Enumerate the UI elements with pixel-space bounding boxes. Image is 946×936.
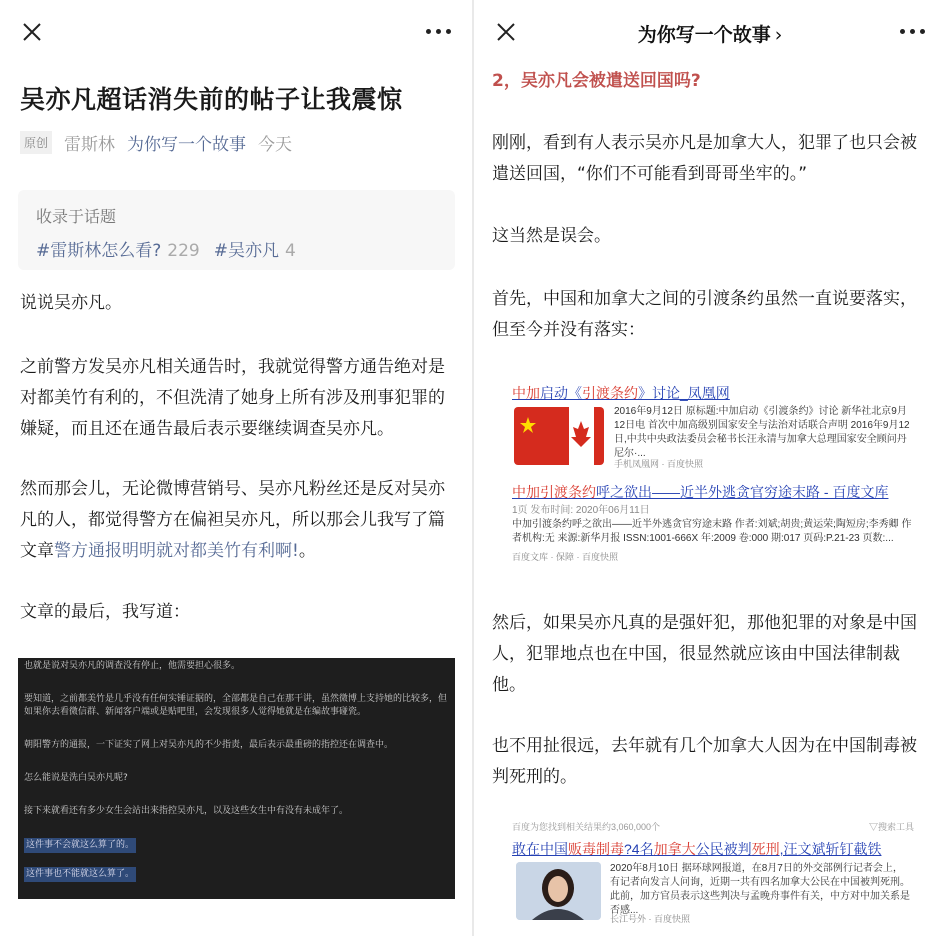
search-result-title[interactable] [512, 839, 914, 859]
quote-line: 接下来就看还有多少女生会站出来指控吴亦凡，以及这些女生中有没有未成年了。 [24, 806, 349, 816]
topic-heading: 收录于话题 [36, 207, 117, 226]
paragraph: 之前警方发吴亦凡相关通告时，我就觉得警方通告绝对是对都美竹有利的，不但洗清了她身上所有涉及刑事犯罪的嫌疑，而且还在通告最后表示要继续调查吴亦凡。 [20, 357, 445, 439]
account-link[interactable]: 为你写一个故事 [127, 135, 247, 155]
topic-tag-link[interactable]: #吴亦凡 [213, 241, 279, 261]
highlight-text: 引渡条约 [582, 385, 638, 401]
title-text: 》讨论_凤凰网 [638, 385, 730, 401]
search-result-snippet: 中加引渡条约呼之欲出——近半外逃贪官穷途末路 作者:刘斌;胡贵;黄运荣;陶短房;李秀卿 作者机构:无 来源:新华月报 ISSN:1001-666X 年:2009 卷:000 期:017 页码:P.21-23 页数:... [512, 519, 912, 544]
highlight-text: 贩毒制毒 [568, 841, 624, 857]
account-header-title[interactable] [474, 20, 946, 47]
title-text: 启动《 [540, 385, 582, 401]
paragraph-text: 然而那会儿，无论微博营销号、吴亦凡粉丝还是反对吴亦凡的人，都觉得警方在偏袒吴亦凡，所以那会儿我写了篇文章 [20, 479, 445, 561]
right-article-pane [474, 0, 946, 936]
quoted-screenshot [18, 658, 455, 899]
title-text: 公民被判 [695, 841, 752, 857]
quote-line: 怎么能说是洗白吴亦凡呢? [24, 773, 128, 783]
account-name: 为你写一个故事 [637, 24, 771, 46]
china-canada-flags-image [514, 407, 604, 465]
topic-box [18, 190, 455, 270]
paragraph: 文章的最后，我写道： [20, 602, 190, 622]
highlighted-quote-line: 这件事也不能就这么算了。 [24, 867, 136, 882]
article-link[interactable]: 警方通报明明就对都美竹有利啊! [54, 541, 299, 561]
paragraph [20, 474, 460, 567]
search-result[interactable] [512, 482, 914, 564]
news-photo-thumbnail [516, 862, 601, 920]
author-name: 雷斯林 [64, 135, 116, 155]
original-badge: 原创 [20, 131, 52, 154]
section-heading: 2，吴亦凡会被遣送回国吗? [492, 71, 701, 91]
paragraph: 刚刚，看到有人表示吴亦凡是加拿大人，犯罪了也只会被遣送回国，“你们不可能看到哥哥坐牢的。” [492, 133, 917, 184]
quote-line: 朝阳警方的通报，一下证实了网上对吴亦凡的不少指责，最后表示最重磅的指控还在调查中。 [24, 740, 394, 750]
paragraph: 这当然是误会。 [492, 226, 611, 246]
title-text: 呼之欲出——近半外逃贪官穷途末路 - 百度文库 [596, 484, 889, 500]
search-result[interactable] [512, 383, 914, 478]
right-top-bar [474, 0, 946, 62]
title-text: ?4名 [624, 841, 654, 857]
close-icon[interactable] [22, 22, 42, 42]
search-result-source: 长江号外 · 百度快照 [610, 914, 690, 924]
article-meta [20, 130, 292, 155]
topic-tags [36, 236, 437, 261]
highlight-text: 中加引渡条约 [512, 484, 596, 500]
publish-time: 今天 [258, 135, 293, 155]
more-options-icon[interactable] [426, 29, 452, 35]
search-result-snippet: 2016年9月12日 原标题:中加启动《引渡条约》讨论 新华社北京9月12日电 首次中加高级别国家安全与法治对话联合声明 2016年9月12日,中共中央政法委员会秘书长汪永清与加拿大总理国家安全顾问丹尼尔·... [614, 406, 910, 459]
search-result-snippet: 2020年8月10日 据环球网报道，在8月7日的外交部例行记者会上，有记者向发言人问询，近期一共有四名加拿大公民在中国被判死刑。此前，加方官员表示这些判决与孟晚舟事件有关，中方对中加关系是否感... [610, 863, 910, 916]
paragraph: 也不用扯很远，去年就有几个加拿大人因为在中国制毒被判死刑的。 [492, 736, 917, 787]
title-text: 敢在中国 [512, 841, 568, 857]
quote-line: 也就是说对吴亦凡的调查没有停止，他需要担心很多。 [24, 661, 241, 671]
topic-tag-count: 4 [284, 241, 296, 261]
highlight-text: 死刑 [751, 841, 780, 857]
paragraph: 首先，中国和加拿大之间的引渡条约虽然一直说要落实，但至今并没有落实： [492, 289, 917, 340]
more-options-icon[interactable] [900, 29, 926, 35]
highlight-text: 中加 [512, 385, 540, 401]
search-result-title[interactable] [512, 482, 914, 502]
quote-line: 要知道，之前都美竹是几乎没有任何实锤证据的，全部都是自己在那干讲，虽然微博上支持她的比较多，但如果你去看微信群、新闻客户端或是贴吧里，会发现很多人觉得她就是在编故事碰瓷。 [24, 694, 448, 717]
article-title: 吴亦凡超话消失前的帖子让我震惊 [20, 85, 403, 114]
topic-tag-count: 229 [167, 241, 200, 261]
title-text: ,汪文斌斩钉截铁 [779, 841, 882, 857]
result-count: 百度为您找到相关结果约3,060,000个 [512, 822, 661, 832]
left-top-bar [0, 0, 472, 62]
paragraph: 然后，如果吴亦凡真的是强奸犯，那他犯罪的对象是中国人，犯罪地点也在中国，很显然就应该由中国法律制裁他。 [492, 613, 917, 695]
highlight-text: 加拿大 [653, 841, 696, 857]
result-count-bar [512, 820, 914, 833]
highlighted-quote-line: 这件事不会就这么算了的。 [24, 838, 136, 853]
paragraph: 说说吴亦凡。 [20, 293, 122, 313]
chevron-right-icon: › [774, 24, 783, 46]
search-result[interactable] [512, 820, 914, 930]
left-article-pane [0, 0, 472, 936]
search-result-title[interactable] [512, 383, 914, 403]
topic-tag-link[interactable]: #雷斯林怎么看? [36, 241, 162, 261]
paragraph-text: 。 [298, 541, 316, 561]
search-result-date: 1页 发布时间: 2020年06月11日 [512, 505, 650, 516]
search-result-source: 百度文库 · 保障 · 百度快照 [512, 552, 618, 562]
flags-thumbnail [514, 407, 604, 465]
search-result-source: 手机凤凰网 · 百度快照 [614, 459, 703, 469]
search-tools-button[interactable]: ▽搜索工具 [868, 822, 914, 832]
person-photo-image [516, 862, 601, 920]
